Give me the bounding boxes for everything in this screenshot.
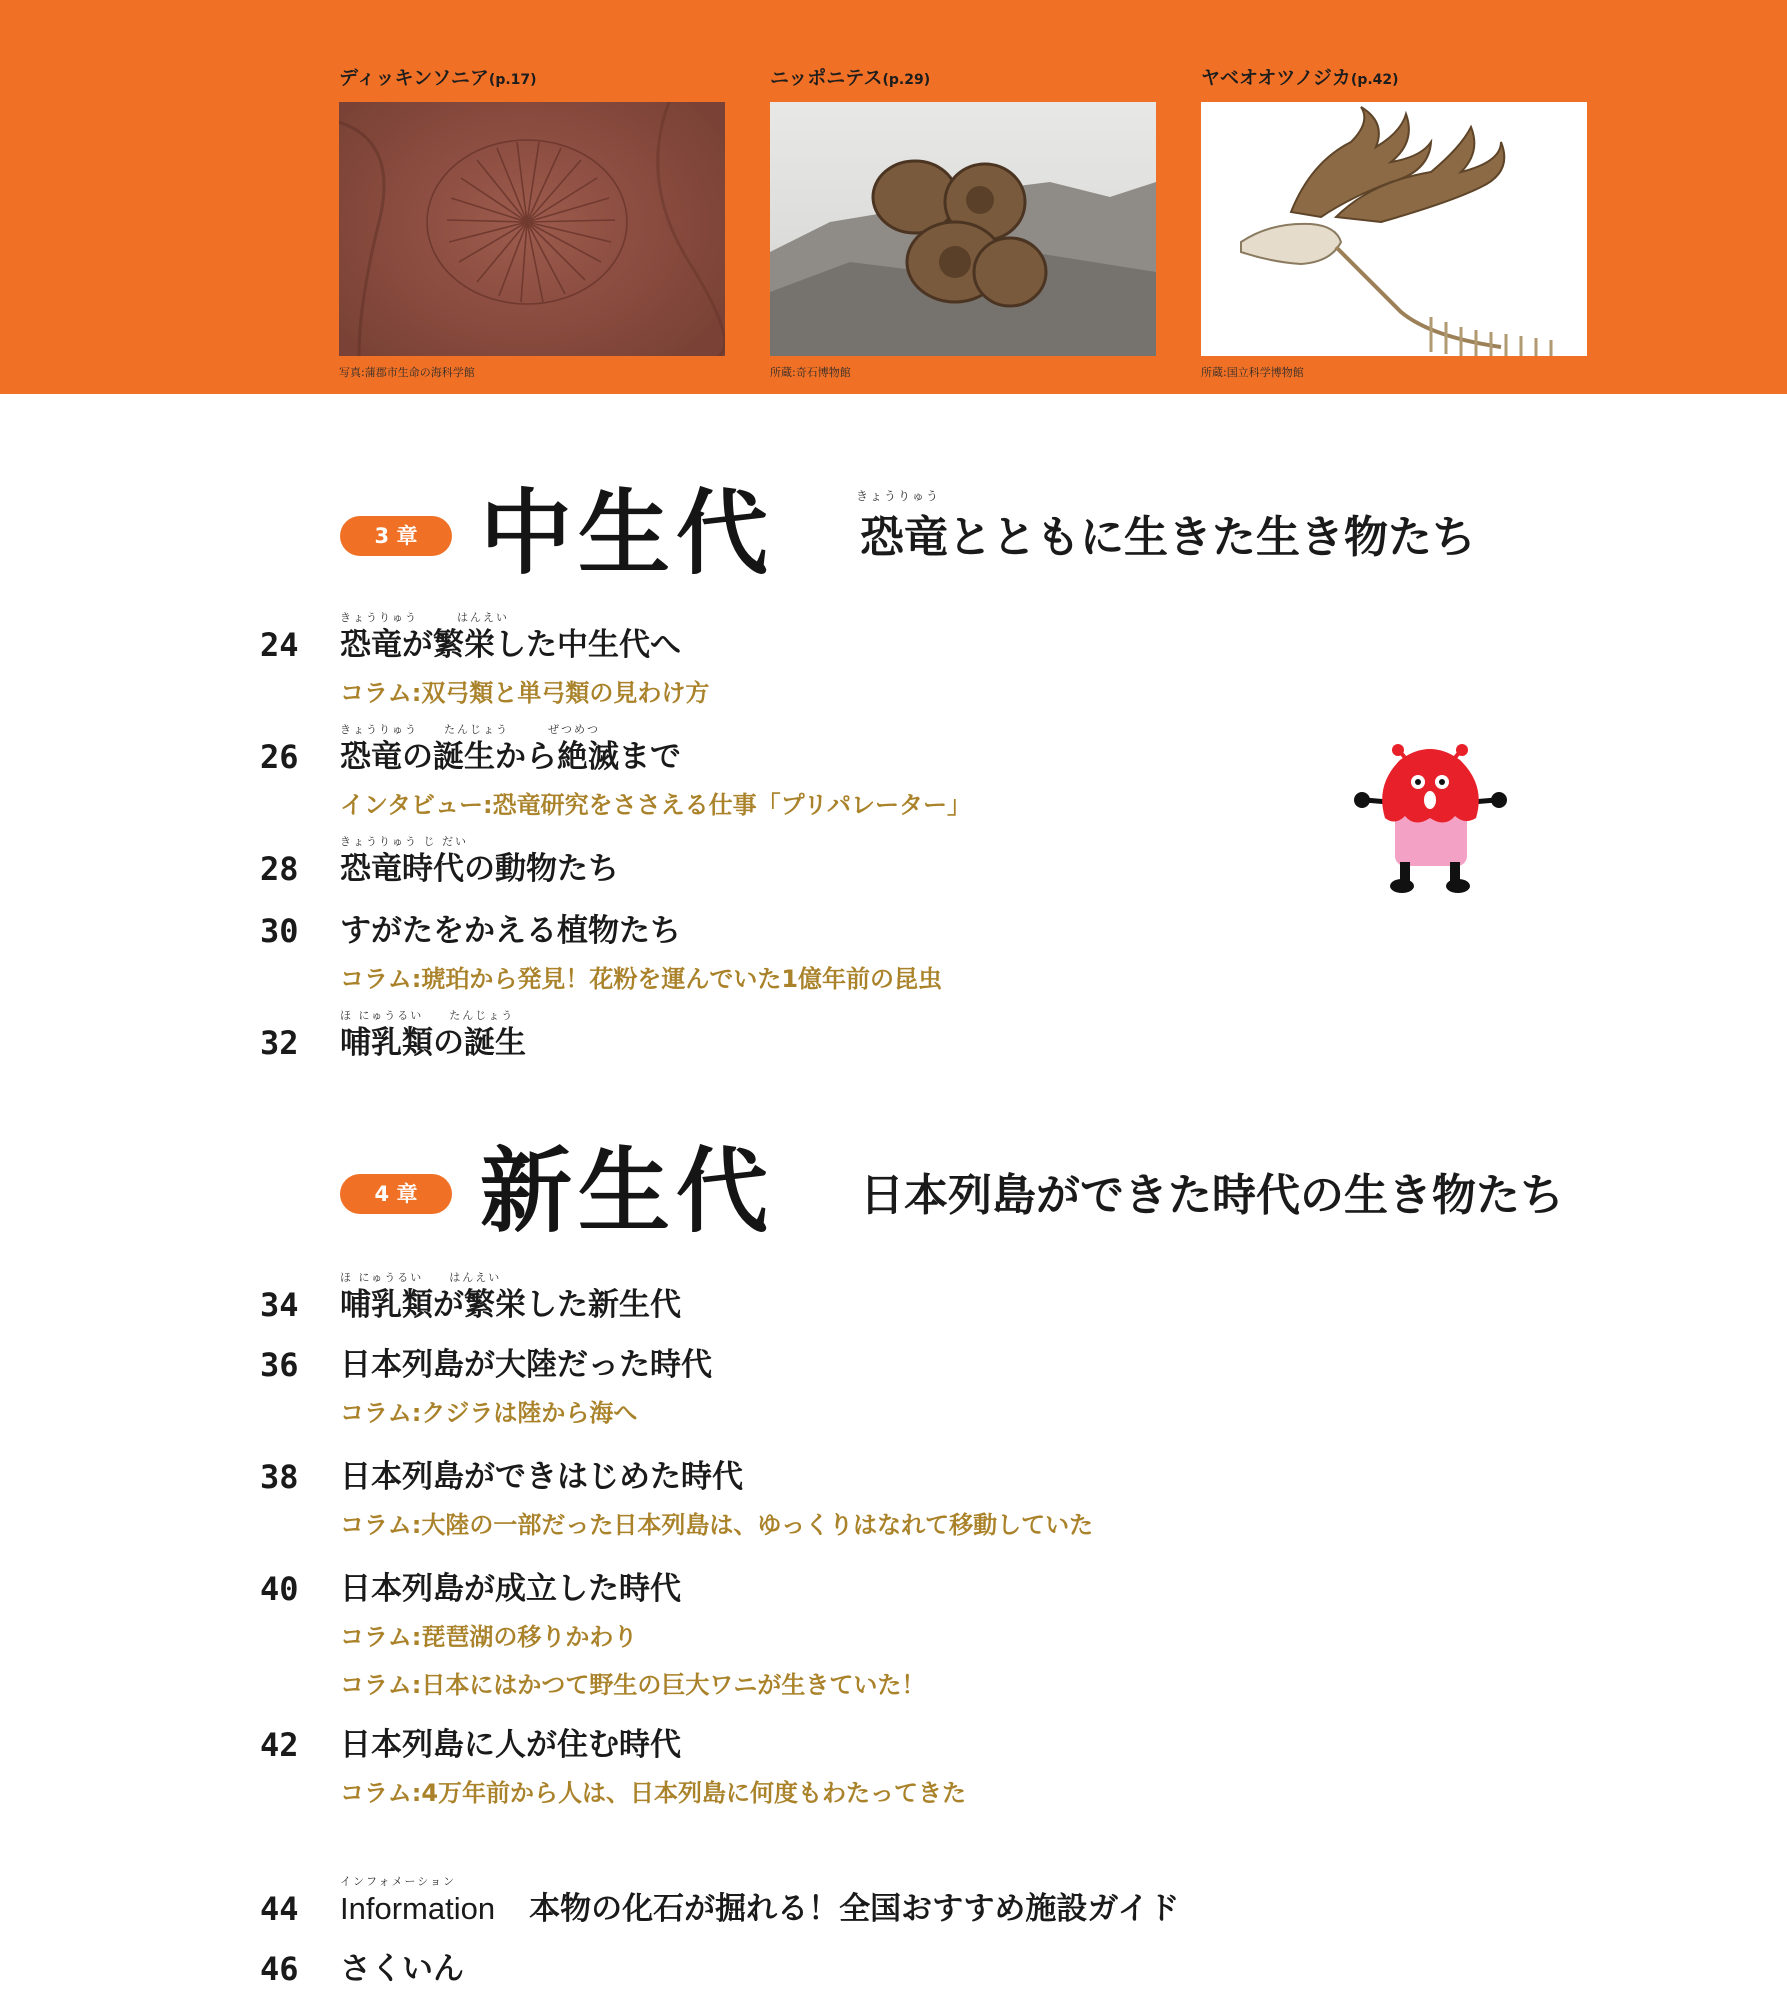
chapter-title: 新生代 (480, 1138, 775, 1245)
entry-title: 恐竜の誕生から絶滅まで (340, 739, 681, 775)
page-number: 44 (260, 1890, 299, 1928)
entry-ruby: インフォメーション (340, 1875, 457, 1888)
fossil-name: ニッポニテス (770, 67, 883, 89)
page-number: 30 (260, 912, 299, 950)
entry-title: すがたをかえる植物たち (340, 913, 681, 949)
entry-title: 哺乳類が繁栄した新生代 (340, 1287, 681, 1323)
entry-column: コラム:琵琶湖の移りかわり (340, 1623, 638, 1651)
entry-ruby: ほ にゅうるい たんじょう (340, 1009, 515, 1022)
fossil-photo-band (0, 0, 1787, 394)
fossil-caption (339, 64, 725, 92)
entry-title: 恐竜が繁栄した中生代へ (340, 627, 681, 663)
fossil-caption (770, 64, 1156, 92)
fossil-card-nipponites (770, 64, 1156, 380)
information-label: Information (340, 1891, 496, 1926)
fossil-caption (1201, 64, 1587, 92)
fossil-card-dickinsonia (339, 64, 725, 380)
fossil-name: ディッキンソニア (339, 67, 489, 89)
page-number: 32 (260, 1024, 299, 1062)
page-number: 36 (260, 1346, 299, 1384)
chapter-4-heading (340, 1138, 1760, 1256)
information-title: 本物の化石が掘れる！全国おすすめ施設ガイド (529, 1891, 1180, 1927)
fossil-page-ref: (p.17) (488, 72, 537, 88)
page-number: 42 (260, 1726, 299, 1764)
page-number: 28 (260, 850, 299, 888)
entry-column: コラム:クジラは陸から海へ (340, 1399, 638, 1427)
page-number: 40 (260, 1570, 299, 1608)
entry-title (340, 1890, 1179, 1928)
dickinsonia-photo (339, 102, 725, 356)
photo-credit: 写真:蒲郡市生命の海科学館 (339, 366, 475, 379)
entry-title: 日本列島が成立した時代 (340, 1571, 681, 1607)
fossil-name: ヤベオオツノジカ (1201, 67, 1351, 89)
entry-column: コラム:4万年前から人は、日本列島に何度もわたってきた (340, 1779, 967, 1807)
entry-title: 哺乳類の誕生 (340, 1025, 526, 1061)
chapter-3-heading (340, 480, 1760, 598)
entry-column: コラム:日本にはかつて野生の巨大ワニが生きていた！ (340, 1671, 926, 1699)
entry-title: さくいん (340, 1951, 464, 1987)
entry-ruby: ほ にゅうるい はんえい (340, 1271, 502, 1284)
entry-interview: インタビュー:恐竜研究をささえる仕事「プリパレーター」 (340, 791, 971, 819)
chapter-badge: 4 章 (340, 1174, 452, 1214)
chapter-subtitle: 恐竜とともに生きた生き物たち (860, 512, 1476, 563)
page-number: 46 (260, 1950, 299, 1988)
entry-title: 日本列島が大陸だった時代 (340, 1347, 712, 1383)
page-number: 26 (260, 738, 299, 776)
page-number: 38 (260, 1458, 299, 1496)
entry-column: コラム:琥珀から発見！花粉を運んでいた1億年前の昆虫 (340, 965, 943, 993)
chapter-title: 中生代 (480, 480, 775, 587)
entry-ruby: きょうりゅう じ だい (340, 835, 468, 848)
chapter-subtitle: 日本列島ができた時代の生き物たち (860, 1170, 1564, 1221)
mascot-character (1340, 730, 1520, 900)
fossil-page-ref: (p.29) (882, 72, 931, 88)
fossil-card-yabe-deer (1201, 64, 1587, 380)
entry-title: 日本列島ができはじめた時代 (340, 1459, 743, 1495)
photo-credit: 所蔵:奇石博物館 (770, 366, 851, 379)
page-number: 34 (260, 1286, 299, 1324)
photo-credit: 所蔵:国立科学博物館 (1201, 366, 1304, 379)
entry-title: 恐竜時代の動物たち (340, 851, 619, 887)
yabe-giant-deer-photo (1201, 102, 1587, 356)
page-number: 24 (260, 626, 299, 664)
entry-column: コラム:大陸の一部だった日本列島は、ゆっくりはなれて移動していた (340, 1511, 1094, 1539)
entry-column: コラム:双弓類と単弓類の見わけ方 (340, 679, 710, 707)
entry-ruby: きょうりゅう はんえい (340, 611, 509, 624)
chapter-subtitle-ruby: きょうりゅう (856, 489, 941, 503)
entry-title: 日本列島に人が住む時代 (340, 1727, 681, 1763)
chapter-badge: 3 章 (340, 516, 452, 556)
fossil-page-ref: (p.42) (1350, 72, 1399, 88)
entry-ruby: きょうりゅう たんじょう ぜつめつ (340, 723, 600, 736)
nipponites-photo (770, 102, 1156, 356)
